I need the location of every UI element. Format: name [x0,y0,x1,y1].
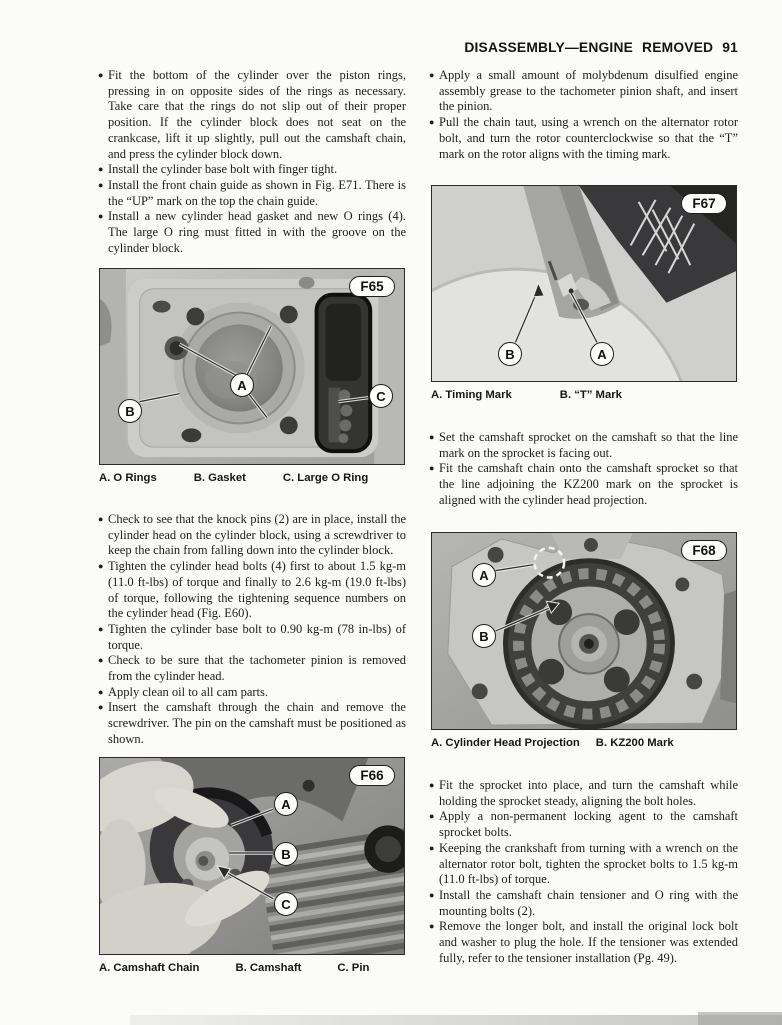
instruction-item [430,430,738,461]
instruction-text: Install the front chain guide as shown in Fig. E71. There is the “UP” mark on the top the chain guide. [108,177,406,208]
instruction-text: Pull the chain taut, using a wrench on the alternator rotor bolt, and turn the rotor counterclockwise so that the “T” mark on the rotor aligns with the timing mark. [439,115,738,161]
instruction-item [99,209,406,256]
caption-item: A. Timing Mark [431,389,512,401]
instruction-item [430,461,738,508]
figure-f65 [99,268,405,484]
instruction-item [99,685,406,701]
callout-a-badge: A [274,792,298,816]
bullet-marker: ● [429,432,435,442]
bullet-marker: ● [98,70,104,80]
left-top-instructions [99,68,406,256]
figure-f65-photo [99,268,405,465]
instruction-item [99,559,406,622]
bullet-marker: ● [98,514,104,524]
caption-item: B. “T” Mark [559,389,622,401]
figure-f67 [431,185,737,401]
instruction-item [99,622,406,653]
caption-item: B. Camshaft [235,962,302,974]
instruction-item [430,888,738,919]
figure-f65-tag: F65 [349,276,395,297]
callout-c-badge: C [369,384,393,408]
instruction-item [99,162,406,178]
callout-b-badge: B [498,342,522,366]
right-bottom-instructions [430,778,738,966]
figure-f66 [99,757,405,974]
instruction-text: Apply a non-permanent locking agent to the camshaft sprocket bolts. [439,809,738,840]
instruction-text: Tighten the cylinder base bolt to 0.90 kg-m (78 in-lbs) of torque. [108,621,406,652]
callout-a-badge: A [472,563,496,587]
instruction-text: Tighten the cylinder head bolts (4) first to about 1.5 kg-m (11.0 ft-lbs) of torque and finally to 2.6 kg-m (19.0 ft-lbs) of torque, following the tightening sequence numbers on the cylinder head (Fig. E60). [108,559,406,621]
bullet-marker: ● [98,623,104,634]
camshaft-install-photo-illustration [100,758,404,954]
callout-b-badge: B [472,624,496,648]
scan-corner-artifact [698,1012,782,1025]
callout-b-badge: B [118,399,142,423]
bullet-marker: ● [98,561,104,572]
instruction-text: Check to see that the knock pins (2) are in place, install the cylinder head on the cylinder block, using a screwdriver to keep the chain from falling down into the cylinder block. [108,512,406,558]
bullet-marker: ● [429,921,435,932]
bullet-marker: ● [98,686,104,697]
instruction-item [430,115,738,162]
instruction-text: Fit the sprocket into place, and turn the camshaft while holding the sprocket steady, aligning the bolt holes. [439,778,738,808]
instruction-text: Check to be sure that the tachometer pinion is removed from the cylinder head. [108,653,406,684]
bullet-marker: ● [98,179,104,190]
figure-f67-tag: F67 [681,193,727,214]
right-top-instructions [430,68,738,162]
instruction-item [430,809,738,840]
instruction-text: Fit the bottom of the cylinder over the piston rings, pressing in on opposite sides of the rings as necessary. Take care that the rings do not slip out of their proper position. If the cylinder block does not seat on the crankcase, lift it up slightly, pull out the camshaft chain, and press the cylinder block down. [108,68,406,161]
instruction-item [430,778,738,809]
caption-item: A. Cylinder Head Projection [431,737,580,749]
instruction-item [430,68,738,115]
instruction-item [99,68,406,162]
instruction-text: Install a new cylinder head gasket and new O rings (4). The large O ring must fitted in with the groove on the cylinder block. [108,209,406,255]
cylinder-block-photo-illustration [100,269,404,464]
instruction-text: Keeping the crankshaft from turning with a wrench on the alternator rotor bolt, tighten the sprocket bolts to 1.5 kg-m (11.0 ft-lbs) of torque. [439,840,738,887]
bullet-marker: ● [429,117,435,128]
figure-f68 [431,532,737,749]
timing-mark-photo-illustration [432,186,736,381]
caption-item: B. KZ200 Mark [595,737,674,749]
callout-c-badge: C [274,892,298,916]
instruction-text: Install the cylinder base bolt with finger tight. [108,162,338,177]
bullet-marker: ● [98,702,104,713]
caption-item: B. Gasket [193,472,246,484]
figure-f68-caption [431,737,737,749]
left-mid-instructions [99,512,406,748]
figure-f65-caption [99,472,405,484]
figure-f66-tag: F66 [349,765,395,786]
bullet-marker: ● [98,211,104,222]
figure-f67-caption [431,389,737,401]
caption-item: A. O Rings [99,472,157,484]
instruction-text: Apply clean oil to all cam parts. [108,684,269,699]
instruction-item [99,653,406,684]
figure-f66-photo [99,757,405,955]
callout-a-badge: A [590,342,614,366]
instruction-item [99,178,406,209]
figure-f68-tag: F68 [681,540,727,561]
caption-item: C. Pin [337,962,370,974]
instruction-item [99,700,406,747]
instruction-text: Insert the camshaft through the chain and remove the screwdriver. The pin on the camshaft must be positioned as shown. [108,700,406,746]
bullet-marker: ● [429,842,435,853]
figure-f68-photo [431,532,737,730]
scan-edge-artifact [130,1015,782,1025]
figure-f67-photo [431,185,737,382]
instruction-text: Install the camshaft chain tensioner and O ring with the mounting bolts (2). [439,887,738,918]
bullet-marker: ● [429,780,435,790]
caption-item: A. Camshaft Chain [99,962,200,974]
bullet-marker: ● [429,889,435,900]
caption-item: C. Large O Ring [282,472,369,484]
instruction-text: Apply a small amount of molybdenum disulfied engine assembly grease to the tachometer pinion shaft, and insert the pinion. [439,68,738,114]
instruction-text: Fit the camshaft chain onto the camshaft sprocket so that the line adjoining the KZ200 mark on the sprocket is aligned with the cylinder head projection. [439,461,738,507]
instruction-item [99,512,406,559]
bullet-marker: ● [429,811,435,822]
instruction-item [430,841,738,888]
bullet-marker: ● [429,463,435,474]
callout-b-badge: B [274,842,298,866]
callout-a-badge: A [230,373,254,397]
bullet-marker: ● [429,70,435,80]
bullet-marker: ● [98,655,104,666]
bullet-marker: ● [98,164,104,175]
page-title: DISASSEMBLY—ENGINE REMOVED 91 [464,40,738,55]
figure-f66-caption [99,962,405,974]
instruction-item [430,919,738,966]
right-mid-instructions [430,430,738,509]
instruction-text: Set the camshaft sprocket on the camshaft so that the line mark on the sprocket is facing out. [439,430,738,460]
instruction-text: Remove the longer bolt, and install the original lock bolt and washer to plug the hole. If the tensioner was extended fully, refer to the tensioner installation (Pg. 49). [439,919,738,965]
